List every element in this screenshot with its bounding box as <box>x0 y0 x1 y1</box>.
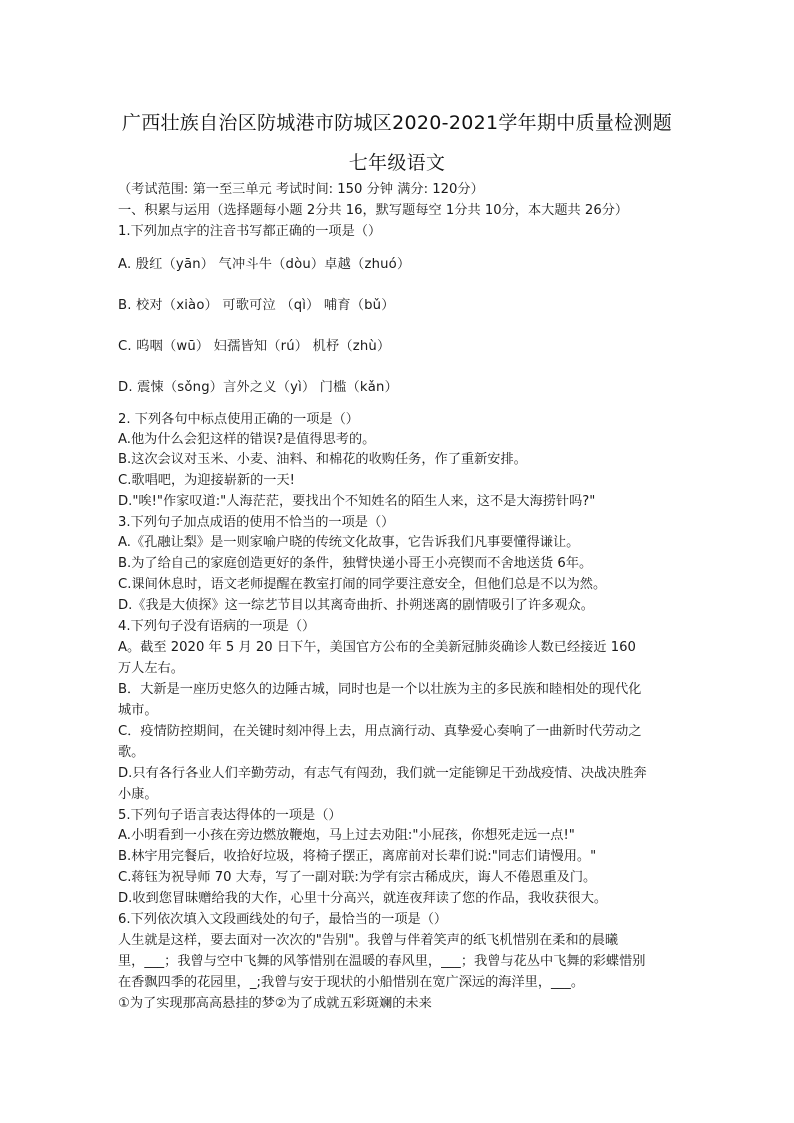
question-3-option-b: B.为了给自己的家庭创造更好的条件，独臂快递小哥王小亮锲而不舍地送货 6年。 <box>118 556 593 571</box>
question-4-option-line: A。截至 2020 年 5 月 20 日下午，美国官方公布的全美新冠肺炎确诊人数已经接近 160 <box>118 640 636 655</box>
question-4-option-line: C．疫情防控期间，在关键时刻冲得上去，用点滴行动、真挚爱心奏响了一曲新时代劳动之 <box>118 724 642 739</box>
question-3-option-a: A.《孔融让梨》是一则家喻户晓的传统文化故事，它告诉我们凡事要懂得谦让。 <box>118 535 580 550</box>
question-4-option-line: 城市。 <box>118 703 158 718</box>
question-1-stem: 1.下列加点字的注音书写都正确的一项是（） <box>118 224 382 239</box>
exam-subtitle: 七年级语文 <box>348 152 446 174</box>
question-1-option-a: A. 殷红（yān） 气冲斗牛（dòu）卓越（zhuó） <box>118 257 411 272</box>
question-2-option-d: D."唉!"作家叹道:"人海茫茫，要找出个不知姓名的陌生人来，这不是大海捞针吗?" <box>118 494 596 509</box>
question-4-option-line: B．大新是一座历史悠久的边陲古城，同时也是一个以壮族为主的多民族和睦相处的现代化 <box>118 682 642 697</box>
question-5-option-d: D.收到您冒昧赠给我的大作，心里十分高兴，就连夜拜读了您的作品，我收获很大。 <box>118 891 608 906</box>
question-5-option-b: B.林宇用完餐后，收拾好垃圾，将椅子摆正，离席前对长辈们说:"同志们请慢用。" <box>118 849 597 864</box>
question-3-option-d: D.《我是大侦探》这一综艺节目以其离奇曲折、扑朔迷离的剧情吸引了许多观众。 <box>118 598 594 613</box>
question-5-option-c: C.蒋钰为祝导师 70 大寿，写了一副对联:为学有宗古稀成庆，诲人不倦恩重及门。 <box>118 870 597 885</box>
section-heading: 一、积累与运用（选择题每小题 2分共 16，默写题每空 1分共 10分，本大题共 26分） <box>118 203 629 218</box>
question-5-option-a: A.小明看到一小孩在旁边燃放鞭炮，马上过去劝阻:"小屁孩，你想死走远一点!" <box>118 828 575 843</box>
question-1-option-c: C. 呜咽（wū） 妇孺皆知（rú） 机杼（zhù） <box>118 339 391 354</box>
question-2-stem: 2. 下列各句中标点使用正确的一项是（） <box>118 412 359 427</box>
question-6-passage-line: ①为了实现那高高悬挂的梦②为了成就五彩斑斓的未来 <box>118 996 432 1011</box>
question-1-option-b: B. 校对（xiào） 可歌可泣 （qì） 哺育（bǔ） <box>118 298 395 313</box>
question-4-option-line: 歌。 <box>118 745 145 760</box>
exam-title: 广西壮族自治区防城港市防城区2020-2021学年期中质量检测题 <box>121 112 673 134</box>
question-3-option-c: C.课间休息时，语文老师提醒在教室打闹的同学要注意安全，但他们总是不以为然。 <box>118 577 607 592</box>
question-1-option-d: D. 震悚（sǒng）言外之义（yì） 门槛（kǎn） <box>118 380 398 395</box>
question-6-passage-line: 人生就是这样，要去面对一次次的"告别"。我曾与伴着笑声的纸飞机惜别在柔和的晨曦 <box>118 933 619 948</box>
question-2-option-b: B.这次会议对玉米、小麦、油料、和棉花的收购任务，作了重新安排。 <box>118 452 527 467</box>
question-6-passage-line: 在香飘四季的花园里，_;我曾与安于现状的小船惜别在宽广深远的海洋里，___。 <box>118 975 585 990</box>
question-4-stem: 4.下列句子没有语病的一项是（） <box>118 619 316 634</box>
question-3-stem: 3.下列句子加点成语的使用不恰当的一项是（） <box>118 515 395 530</box>
question-4-option-line: D.只有各行各业人们辛勤劳动，有志气有闯劲，我们就一定能铆足干劲战疫情、决战决胜奔 <box>118 766 647 781</box>
question-2-option-a: A.他为什么会犯这样的错误?是值得思考的。 <box>118 432 376 447</box>
question-2-option-c: C.歌唱吧，为迎接崭新的一天! <box>118 473 295 488</box>
question-6-passage-line: 里，___；我曾与空中飞舞的风筝惜别在温暖的春风里，___；我曾与花丛中飞舞的彩蝶惜别 <box>118 954 646 969</box>
exam-info: （考试范围: 第一至三单元 考试时间: 150 分钟 满分: 120分） <box>118 182 484 197</box>
question-6-stem: 6.下列依次填入文段画线处的句子，最恰当的一项是（） <box>118 912 448 927</box>
question-5-stem: 5.下列句子语言表达得体的一项是（） <box>118 808 342 823</box>
question-4-option-line: 小康。 <box>118 787 158 802</box>
question-4-option-line: 万人左右。 <box>118 661 184 676</box>
